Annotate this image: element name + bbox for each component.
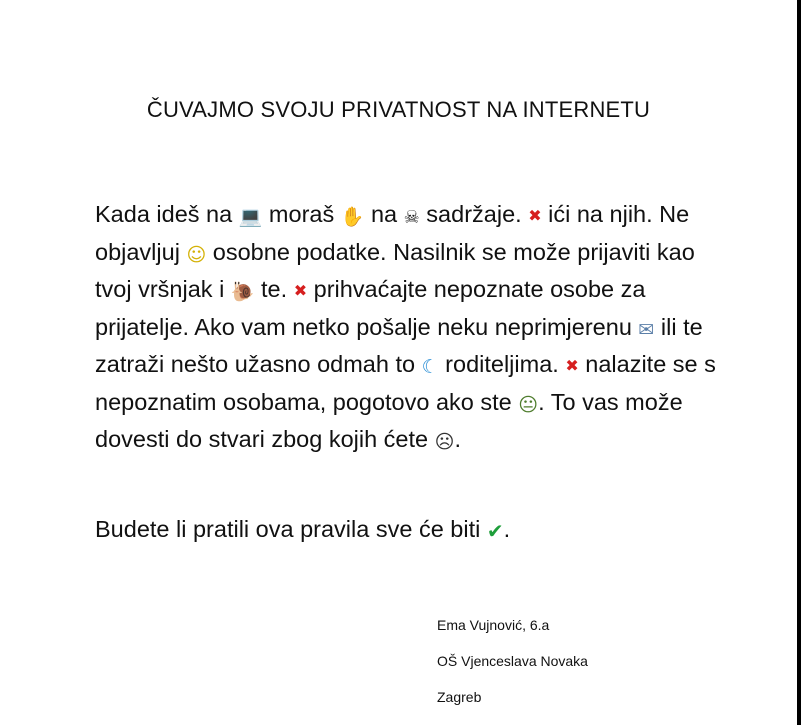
neutral-face-icon: 😐 [518,393,539,416]
cross-mark-icon: ✖ [528,206,542,225]
raised-hand-icon: ✋ [340,206,365,228]
document-title: ČUVAJMO SVOJU PRIVATNOST NA INTERNETU [146,97,651,122]
body-paragraph [95,196,725,459]
text-segment: na [364,201,404,227]
signature-city: Zagreb [437,689,482,705]
text-segment: te. [254,276,294,302]
text-segment: ili te zatraži nešto užasno odmah to [95,313,703,377]
cross-mark-icon: ✖ [293,281,308,300]
snail-icon: 🐌 [230,281,255,303]
text-segment: . [454,426,461,452]
text-segment: roditeljima. [438,351,566,377]
cross-mark-icon: ✖ [565,356,579,375]
text-segment: osobne podatke. Nasilnik se može prijaviti kao tvoj vršnjak i [95,238,695,302]
text-segment: nalazite se s nepoznatim osobama, pogotovo ako ste [95,351,716,415]
frowning-face-icon: ☹ [434,431,455,453]
moon-icon: ☾ [421,356,439,378]
signature-author: Ema Vujnović, 6.a [437,617,550,633]
text-segment: prihvaćajte nepoznate osobe za prijatelje. Ako vam netko pošalje neku neprimjerenu [95,276,646,340]
text-segment: moraš [262,201,341,227]
text-segment: ići na njih. Ne objavljuj [95,201,690,265]
closing-end: . [503,516,511,542]
page-border [797,0,801,725]
skull-crossbones-icon: ☠ [403,207,420,228]
check-mark-icon: ✔ [486,519,504,543]
signature-school: OŠ Vjenceslava Novaka [437,653,588,669]
smiley-icon: ☺ [186,243,207,266]
closing-text: Budete li pratili ova pravila sve će biti [95,516,487,542]
computer-icon: 💻 [238,206,263,228]
text-segment: Kada ideš na [95,201,239,227]
closing-sentence [95,511,725,549]
text-segment: . To vas može dovesti do stvari zbog kojih ćete [95,388,683,452]
envelope-icon: ✉ [638,318,655,341]
text-segment: sadržaje. [419,201,529,227]
